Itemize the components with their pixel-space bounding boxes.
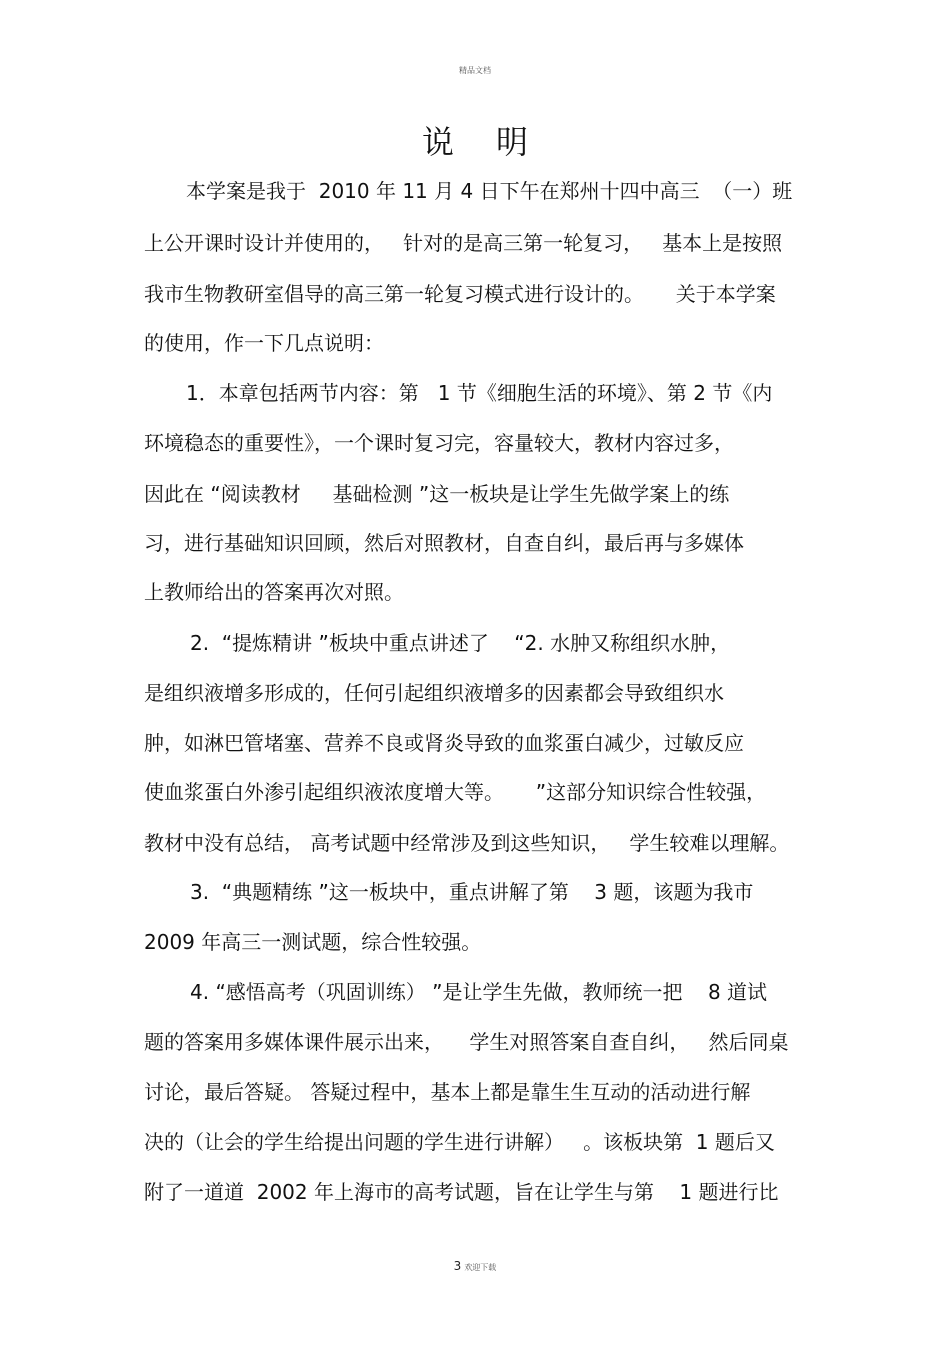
body-line: 的使用，作一下几点说明： (144, 331, 384, 355)
body-line: 环境稳态的重要性》，一个课时复习完，容量较大，教材内容过多， (144, 431, 734, 455)
body-line: 讨论，最后答疑。 答疑过程中，基本上都是靠生生互动的活动进行解 (144, 1080, 751, 1104)
header-note: 精品文档 (459, 66, 491, 75)
body-line: 本学案是我于 2010 年 11 月 4 日下午在郑州十四中高三 （一）班 (186, 179, 793, 203)
body-line: 3. “典题精练 ”这一板块中，重点讲解了第 3 题，该题为我市 (190, 880, 754, 904)
body-line: 1．本章包括两节内容：第 1 节《细胞生活的环境》、第 2 节《内 (186, 381, 773, 405)
body-line: 是组织液增多形成的，任何引起组织液增多的因素都会导致组织水 (144, 681, 724, 705)
body-line: 习，进行基础知识回顾，然后对照教材，自查自纠，最后再与多媒体 (144, 531, 744, 555)
page-number: 3 (453, 1259, 462, 1273)
body-line: 因此在 “阅读教材 基础检测 ”这一板块是让学生先做学案上的练 (144, 482, 730, 506)
page-title: 说明 (421, 123, 570, 161)
body-line: 决的（让会的学生给提出问题的学生进行讲解） 。该板块第 1 题后又 (144, 1130, 775, 1154)
body-line: 使血浆蛋白外渗引起组织液浓度增大等。 ”这部分知识综合性较强， (144, 780, 767, 804)
body-line: 教材中没有总结， 高考试题中经常涉及到这些知识， 学生较难以理解。 (144, 831, 790, 855)
body-line: 上教师给出的答案再次对照。 (144, 580, 404, 604)
body-line: 肿，如淋巴管堵塞、营养不良或肾炎导致的血浆蛋白减少，过敏反应 (144, 731, 744, 755)
body-line: 2009 年高三一测试题，综合性较强。 (144, 930, 482, 954)
body-line: 附了一道道 2002 年上海市的高考试题，旨在让学生与第 1 题进行比 (144, 1180, 779, 1204)
body-line: 上公开课时设计并使用的， 针对的是高三第一轮复习， 基本上是按照 (144, 231, 783, 255)
body-line: 题的答案用多媒体课件展示出来， 学生对照答案自查自纠， 然后同桌 (144, 1030, 789, 1054)
body-line: 4. “感悟高考（巩固训练） ”是让学生先做，教师统一把 8 道试 (190, 980, 768, 1004)
body-line: 我市生物教研室倡导的高三第一轮复习模式进行设计的。 关于本学案 (144, 282, 776, 306)
page-footer (0, 1259, 950, 1275)
body-line: 2. “提炼精讲 ”板块中重点讲述了 “2. 水肿又称组织水肿， (190, 631, 731, 655)
footer-note: 欢迎下载 (464, 1263, 497, 1272)
